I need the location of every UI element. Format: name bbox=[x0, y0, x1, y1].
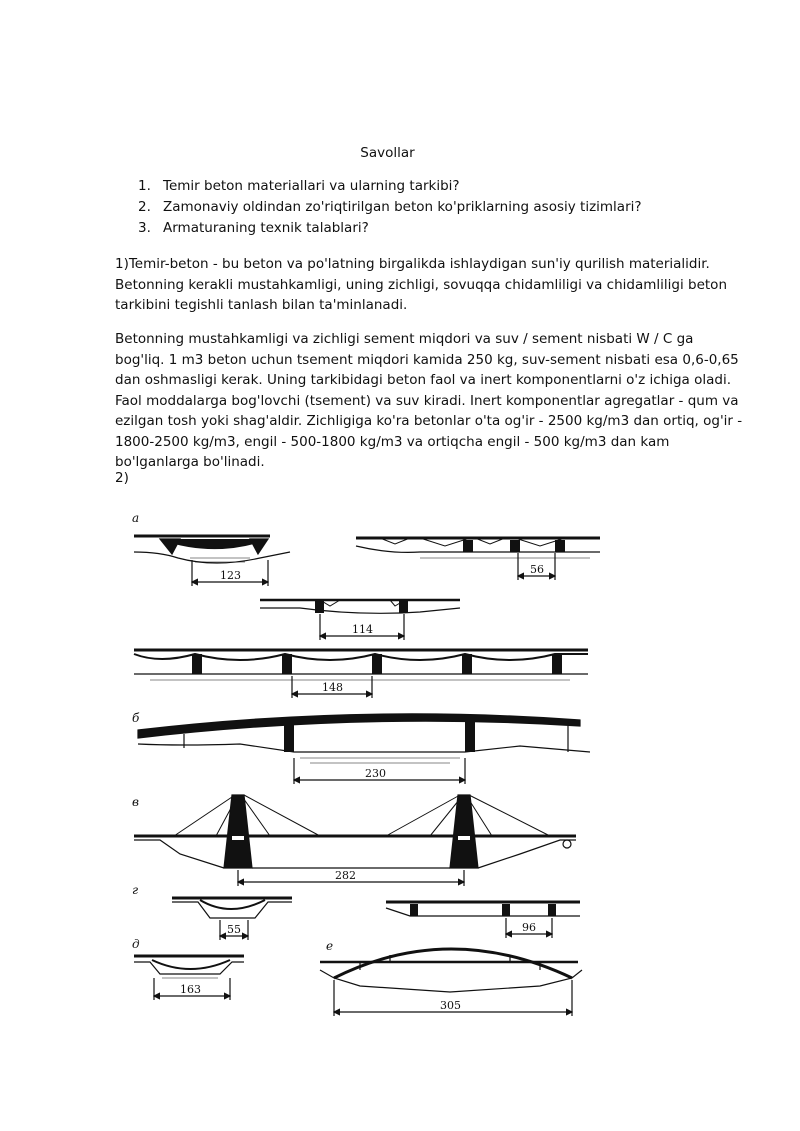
paragraph-composition: Betonning mustahkamligi va zichligi sement miqdori va suv / sement nisbati W / C ga bog'liq. 1 m3 beton uchun tsement miqdori kamida 250 kg, suv-sement nisbati esa 0,6-0,65 dan oshmasligi kerak. Uning tarkibidagi beton faol va inert komponentlarni o'z ichiga oladi. Faol moddalarga bog'lovchi (tsement) va suv kiradi. Inert komponentlar agregatlar - qum va ezilgan tosh yoki shag'aldir. Zichligiga ko'ra betonlar o'ta og'ir - 2500 kg/m3 dan ortiq, og'ir - 1800-2500 kg/m3, engil - 500-1800 kg/m3 va ortiqcha engil - 500 kg/m3 dan kam bo'lganlarga bo'linadi. bbox=[115, 331, 743, 470]
span-label-282: 282 bbox=[335, 869, 356, 882]
label-a: а bbox=[132, 511, 140, 525]
span-label-163: 163 bbox=[180, 983, 201, 996]
span-label-305: 305 bbox=[440, 999, 461, 1012]
question-list bbox=[115, 176, 642, 239]
paragraph-answer-2: 2) bbox=[115, 470, 129, 486]
span-label-123: 123 bbox=[220, 569, 241, 582]
list-number: 2. bbox=[138, 199, 151, 215]
bridge-systems-figure bbox=[120, 508, 600, 1028]
paragraph-definition: 1)Temir-beton - bu beton va po'latning birgalikda ishlaydigan sun'iy qurilish materialidir. Betonning kerakli mustahkamligi, uning zichligi, sovuqqa chidamliligi va chidamliligi beton tarkibini tegishli tanlash bilan ta'minlanadi. bbox=[115, 256, 727, 313]
question-text: Temir beton materiallari va ularning tarkibi? bbox=[163, 178, 460, 194]
list-item bbox=[115, 218, 642, 239]
label-v: в bbox=[132, 795, 139, 809]
label-d: д bbox=[132, 937, 140, 951]
question-text: Zamonaviy oldindan zo'riqtirilgan beton ko'priklarning asosiy tizimlari? bbox=[163, 199, 642, 215]
span-label-230: 230 bbox=[365, 767, 386, 780]
label-b: б bbox=[132, 711, 140, 725]
label-g: г bbox=[132, 883, 139, 897]
span-label-56: 56 bbox=[530, 563, 544, 576]
span-label-114: 114 bbox=[352, 623, 373, 636]
span-label-148: 148 bbox=[322, 681, 343, 694]
list-number: 1. bbox=[138, 178, 151, 194]
list-item bbox=[115, 197, 642, 218]
list-number: 3. bbox=[138, 220, 151, 236]
span-label-55: 55 bbox=[227, 923, 241, 936]
label-e: е bbox=[326, 939, 334, 953]
list-item bbox=[115, 176, 642, 197]
question-text: Armaturaning texnik talablari? bbox=[163, 220, 369, 236]
page-title: Savollar bbox=[360, 145, 415, 161]
span-label-96: 96 bbox=[522, 921, 536, 934]
